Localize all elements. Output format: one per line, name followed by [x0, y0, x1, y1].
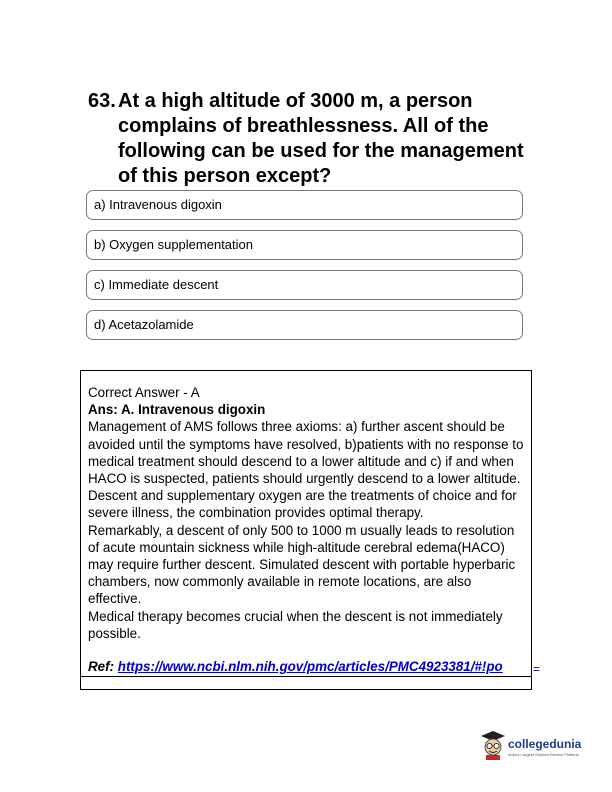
brand-logo — [480, 730, 590, 766]
explanation-paragraph: Descent and supplementary oxygen are the treatments of choice and for severe illness, the combination provides optimal therapy. — [88, 488, 517, 521]
explanation-paragraph: Remarkably, a descent of only 500 to 1000 m usually leads to resolution of acute mountain sickness while high-altitude cerebral edema(HACO) may require further descent. Simulated descent with portable hyperbaric chambers, now commonly available in remote locations, are also effective. — [88, 522, 516, 607]
option-b[interactable]: b) Oxygen supplementation — [86, 230, 523, 260]
reference-link[interactable]: https://www.ncbi.nlm.nih.gov/pmc/articles/PMC4923381/#!po — [117, 659, 503, 674]
correct-answer: Correct Answer - A — [88, 385, 200, 400]
brand-tagline: India's Largest Student Review Platform — [508, 752, 580, 757]
option-a[interactable]: a) Intravenous digoxin — [86, 190, 523, 220]
explanation-paragraph: Management of AMS follows three axioms: a) further ascent should be avoided until the symptoms have resolved, b)patients with no response to medical treatment should descend to a lower altitude and c) if and when HACO is suspected, patients should urgently descend to a lower altitude. — [88, 419, 524, 487]
reference-label: Ref: — [88, 659, 115, 674]
explanation-paragraph: Medical therapy becomes crucial when the descent is not immediately possible. — [88, 608, 503, 641]
question-number: 63. — [88, 90, 116, 112]
answer-title: Ans: A. Intravenous digoxin — [88, 402, 266, 418]
brand-name: collegedunia — [508, 737, 582, 751]
student-mascot-icon — [480, 730, 506, 760]
answer-explanation — [88, 384, 528, 642]
question-text: At a high altitude of 3000 m, a person complains of breathlessness. All of the following can be used for the management of this person except? — [118, 90, 524, 187]
reference — [88, 658, 548, 675]
equals-icon: = — [533, 662, 541, 676]
question — [88, 89, 528, 189]
option-c[interactable]: c) Immediate descent — [86, 270, 523, 300]
option-d[interactable]: d) Acetazolamide — [86, 310, 523, 340]
